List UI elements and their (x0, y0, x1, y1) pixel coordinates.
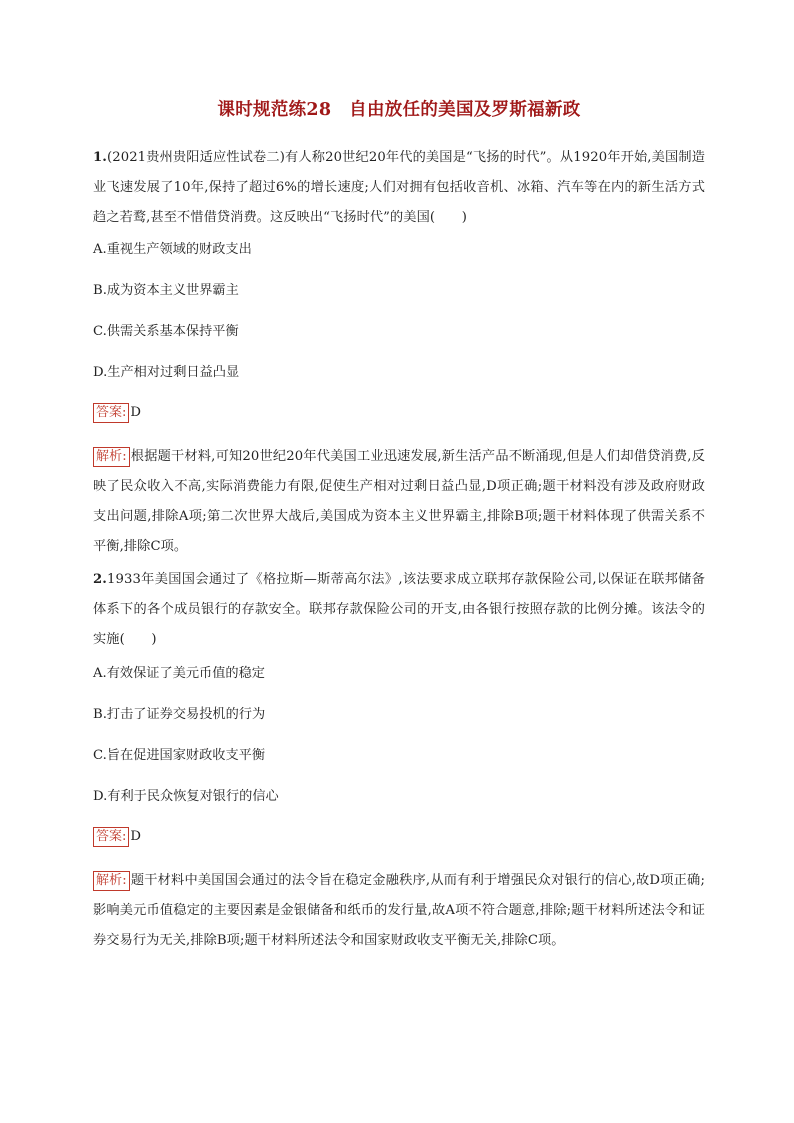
question-1-option-a: A.重视生产领域的财政支出 (93, 242, 252, 257)
page-title: 课时规范练28 自由放任的美国及罗斯福新政 (217, 100, 581, 120)
answer-label-box: 答案: (93, 403, 129, 423)
analysis-label-box: 解析: (93, 447, 130, 467)
question-2-answer-value: D (130, 829, 141, 844)
question-1-answer-value: D (130, 405, 141, 420)
question-2-analysis (93, 866, 705, 956)
question-1-stem (93, 143, 705, 233)
question-2-answer (93, 826, 705, 848)
question-2-option-a: A.有效保证了美元币值的稳定 (93, 666, 265, 681)
question-1-analysis (93, 442, 705, 562)
question-1-text: (2021贵州贵阳适应性试卷二)有人称20世纪20年代的美国是“飞扬的时代”。从1920年开始,美国制造业飞速发展了10年,保持了超过6%的增长速度;人们对拥有包括收音机、冰箱、汽车等在内的新生活方式趋之若鹜,甚至不惜借贷消费。这反映出“飞扬时代”的美国( ) (93, 150, 705, 225)
question-2-option-b: B.打击了证券交易投机的行为 (93, 707, 266, 722)
question-1-analysis-text: 根据题干材料,可知20世纪20年代美国工业迅速发展,新生活产品不断涌现,但是人们却借贷消费,反映了民众收入不高,实际消费能力有限,促使生产相对过剩日益凸显,D项正确;题干材料没有涉及政府财政支出问题,排除A项;第二次世界大战后,美国成为资本主义世界霸主,排除B项;题干材料体现了供需关系不平衡,排除C项。 (93, 449, 705, 554)
question-1-answer (93, 402, 705, 424)
question-2-text: 1933年美国国会通过了《格拉斯—斯蒂高尔法》,该法要求成立联邦存款保险公司,以保证在联邦储备体系下的各个成员银行的存款安全。联邦存款保险公司的开支,由各银行按照存款的比例分摊。该法令的实施( ) (93, 572, 705, 647)
question-1-number: 1. (93, 150, 107, 165)
answer-label-box: 答案: (93, 827, 129, 847)
question-1-option-b: B.成为资本主义世界霸主 (93, 283, 239, 298)
question-2-analysis-text: 题干材料中美国国会通过的法令旨在稳定金融秩序,从而有利于增强民众对银行的信心,故D项正确;影响美元币值稳定的主要因素是金银储备和纸币的发行量,故A项不符合题意,排除;题干材料所述法令和证券交易行为无关,排除B项;题干材料所述法令和国家财政收支平衡无关,排除C项。 (93, 873, 705, 948)
question-2-number: 2. (93, 572, 107, 587)
question-1-option-d: D.生产相对过剩日益凸显 (93, 365, 240, 380)
question-2-option-c: C.旨在促进国家财政收支平衡 (93, 748, 266, 763)
analysis-label-box: 解析: (93, 871, 130, 891)
question-2-option-d: D.有利于民众恢复对银行的信心 (93, 789, 279, 804)
question-2-stem (93, 565, 705, 655)
question-1-option-c: C.供需关系基本保持平衡 (93, 324, 239, 339)
